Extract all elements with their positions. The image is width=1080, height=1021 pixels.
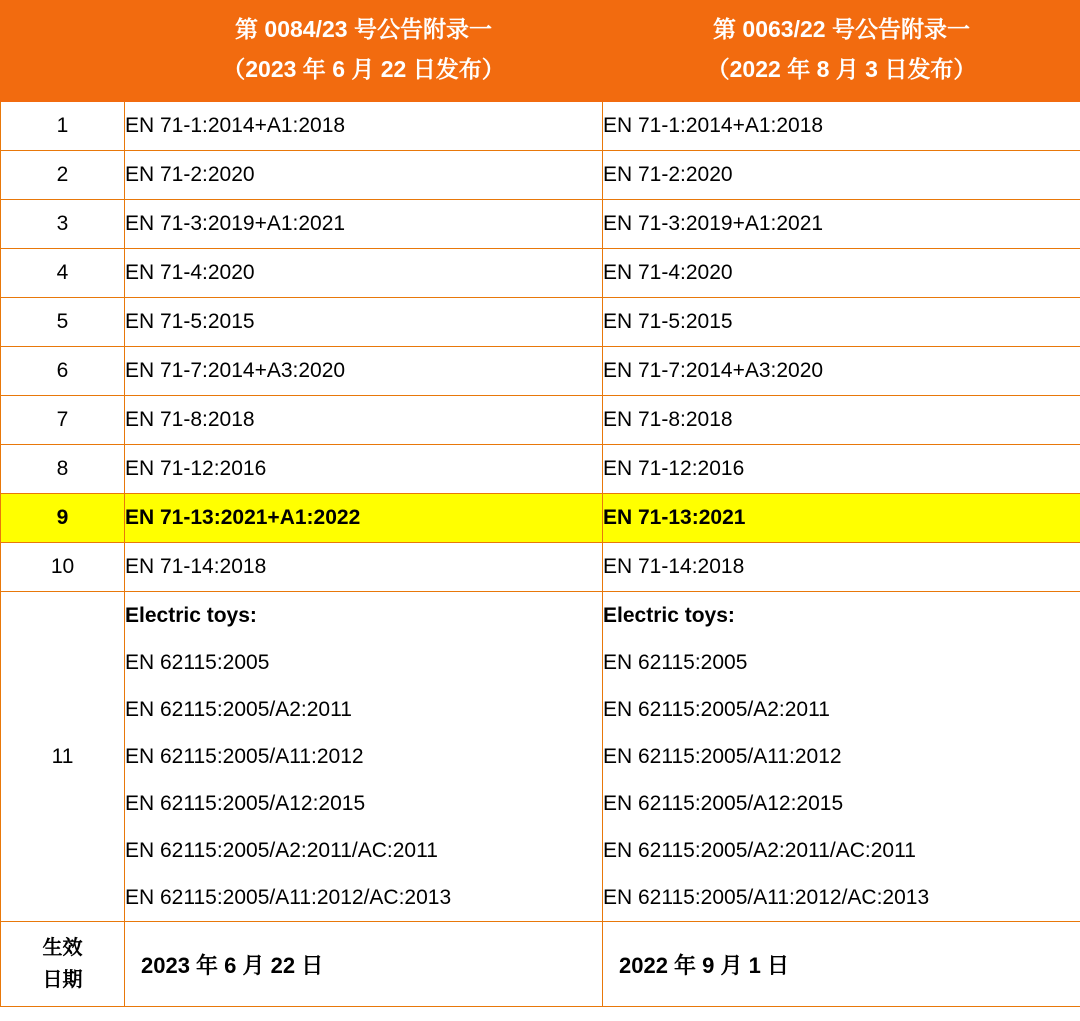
table-row [1,151,1080,200]
electric-toys-title: Electric toys: [603,604,735,627]
table-row [1,445,1080,494]
electric-toys-0063-22 [603,592,1080,922]
standard-0063-22: EN 71-13:2021 [603,494,1080,543]
header-cell-notice-0063-22 [603,1,1080,102]
header-cell-notice-0084-23 [125,1,603,102]
effective-date-0084-23: 2023 年 6 月 22 日 [125,922,603,1007]
table-row-highlighted [1,494,1080,543]
standard-0063-22: EN 71-12:2016 [603,445,1080,494]
effective-date-label-line1: 生效 [42,937,83,959]
table-row [1,543,1080,592]
standard-0084-23: EN 71-3:2019+A1:2021 [125,200,603,249]
electric-toys-item: EN 62115:2005 [603,651,748,674]
standard-0084-23: EN 71-4:2020 [125,249,603,298]
row-number: 9 [1,494,125,543]
row-number: 1 [1,102,125,151]
header-0063-22-line2: （2022 年 8 月 3 日发布） [706,56,977,82]
electric-toys-item: EN 62115:2005/A12:2015 [603,792,844,815]
effective-date-label-line2: 日期 [42,969,83,991]
table-row [1,102,1080,151]
standard-0084-23: EN 71-1:2014+A1:2018 [125,102,603,151]
standard-0063-22: EN 71-2:2020 [603,151,1080,200]
table-row [1,249,1080,298]
table-row-electric-toys [1,592,1080,922]
standard-0063-22: EN 71-4:2020 [603,249,1080,298]
standard-0063-22: EN 71-7:2014+A3:2020 [603,347,1080,396]
table-header-row [1,1,1080,102]
header-0084-23-line1: 第 0084/23 号公告附录一 [235,16,492,42]
row-number: 4 [1,249,125,298]
row-number: 11 [1,592,125,922]
standard-0063-22: EN 71-5:2015 [603,298,1080,347]
electric-toys-item: EN 62115:2005/A2:2011/AC:2011 [603,839,916,862]
row-number: 7 [1,396,125,445]
row-number: 6 [1,347,125,396]
standard-0063-22: EN 71-3:2019+A1:2021 [603,200,1080,249]
standard-0084-23: EN 71-14:2018 [125,543,603,592]
row-number: 5 [1,298,125,347]
electric-toys-item: EN 62115:2005/A11:2012 [603,745,842,768]
effective-date-0063-22: 2022 年 9 月 1 日 [603,922,1080,1007]
header-0084-23-line2: （2023 年 6 月 22 日发布） [222,56,505,82]
effective-date-label [1,922,125,1007]
electric-toys-item: EN 62115:2005/A12:2015 [125,792,366,815]
header-cell-number [1,1,125,102]
electric-toys-item: EN 62115:2005/A11:2012 [125,745,364,768]
table-row [1,200,1080,249]
electric-toys-item: EN 62115:2005/A2:2011/AC:2011 [125,839,438,862]
standard-0084-23: EN 71-5:2015 [125,298,603,347]
standard-0063-22: EN 71-14:2018 [603,543,1080,592]
electric-toys-item: EN 62115:2005/A2:2011 [125,698,352,721]
row-number: 3 [1,200,125,249]
row-number: 10 [1,543,125,592]
table-row [1,298,1080,347]
electric-toys-item: EN 62115:2005/A2:2011 [603,698,830,721]
table-row [1,396,1080,445]
standard-0084-23: EN 71-12:2016 [125,445,603,494]
electric-toys-item: EN 62115:2005/A11:2012/AC:2013 [603,886,930,909]
header-0063-22-line1: 第 0063/22 号公告附录一 [713,16,970,42]
standard-0084-23: EN 71-13:2021+A1:2022 [125,494,603,543]
standard-0084-23: EN 71-8:2018 [125,396,603,445]
row-number: 2 [1,151,125,200]
standard-0084-23: EN 71-7:2014+A3:2020 [125,347,603,396]
standard-0063-22: EN 71-1:2014+A1:2018 [603,102,1080,151]
table-row [1,347,1080,396]
row-number: 8 [1,445,125,494]
standard-0063-22: EN 71-8:2018 [603,396,1080,445]
effective-date-row [1,922,1080,1007]
electric-toys-item: EN 62115:2005 [125,651,270,674]
electric-toys-item: EN 62115:2005/A11:2012/AC:2013 [125,886,452,909]
electric-toys-0084-23 [125,592,603,922]
electric-toys-title: Electric toys: [125,604,257,627]
standard-0084-23: EN 71-2:2020 [125,151,603,200]
